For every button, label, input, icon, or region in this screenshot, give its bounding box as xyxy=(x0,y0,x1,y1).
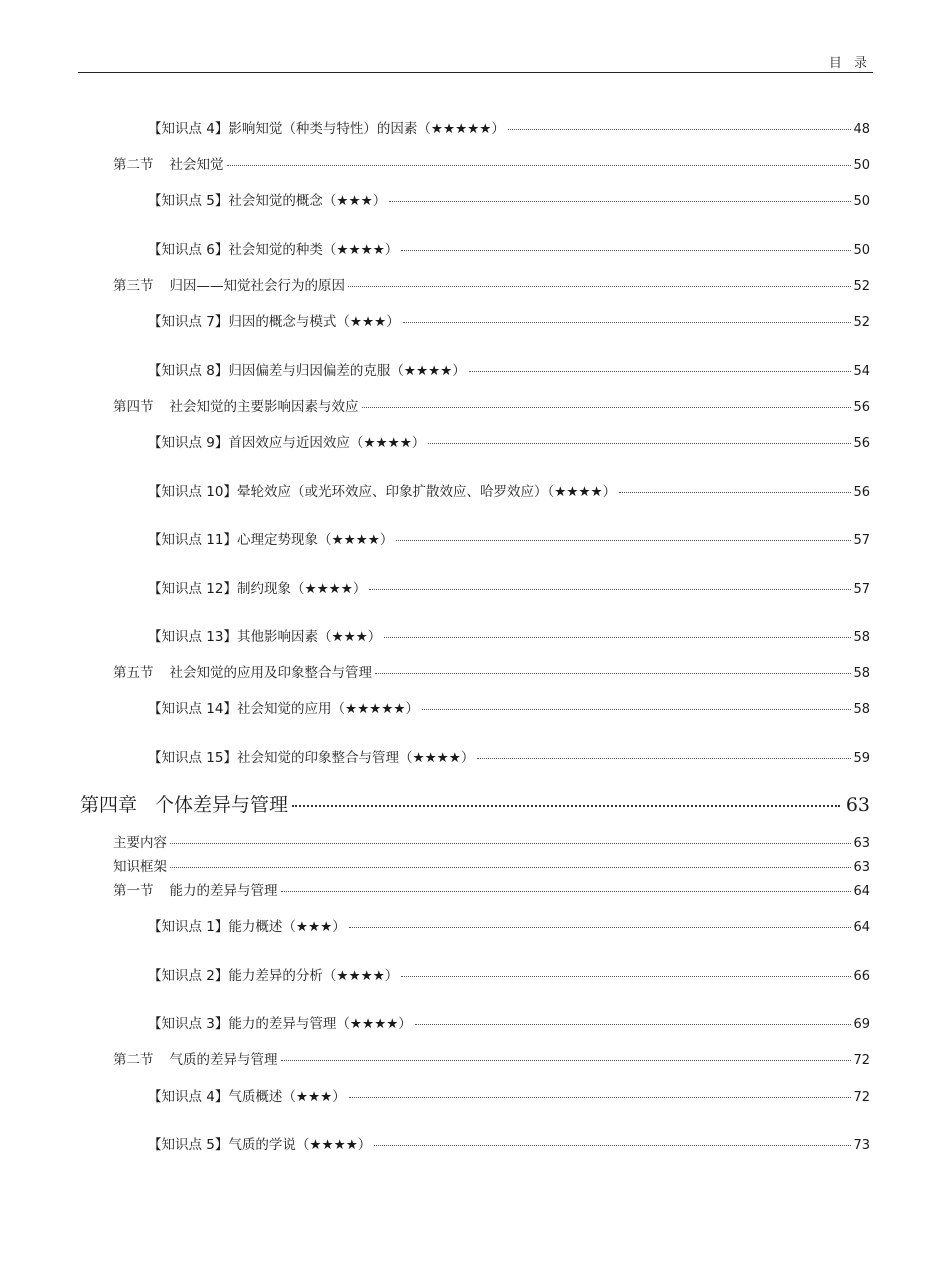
toc-entry-knowledge-point-15[interactable] xyxy=(148,746,870,766)
toc-page-number: 56 xyxy=(853,400,870,415)
dot-leader xyxy=(469,371,852,372)
toc-entry-main-content[interactable] xyxy=(113,831,870,851)
toc-section-2-temperament[interactable] xyxy=(113,1048,870,1068)
toc-entry-label: 【知识点 3】能力的差异与管理（★★★★） xyxy=(148,1016,412,1032)
toc-entry-knowledge-point-13[interactable] xyxy=(148,625,870,645)
toc-page-number: 66 xyxy=(853,969,870,984)
dot-leader xyxy=(292,805,840,807)
toc-page-number: 57 xyxy=(853,582,870,597)
toc-entry-knowledge-framework[interactable] xyxy=(113,855,870,875)
toc-entry-knowledge-point-14[interactable] xyxy=(148,697,870,717)
toc-page-number: 48 xyxy=(853,122,870,137)
dot-leader xyxy=(403,322,852,323)
toc-page-number: 58 xyxy=(853,702,870,717)
toc-page-number: 58 xyxy=(853,666,870,681)
toc-section-title xyxy=(113,153,224,173)
dot-leader xyxy=(415,1024,852,1025)
dot-leader xyxy=(477,758,851,759)
toc-page-number: 58 xyxy=(853,630,870,645)
dot-leader xyxy=(428,443,851,444)
section-number: 第二节 xyxy=(113,1052,154,1068)
dot-leader xyxy=(369,589,851,590)
toc-section-1-ability[interactable] xyxy=(113,879,870,899)
toc-chapter-4-individual-differences[interactable] xyxy=(80,790,870,817)
toc-entry-knowledge-point-6[interactable] xyxy=(148,238,870,258)
toc-page-number: 63 xyxy=(853,836,870,851)
toc-entry-label: 【知识点 6】社会知觉的种类（★★★★） xyxy=(148,242,399,258)
toc-page-number: 72 xyxy=(853,1090,870,1105)
toc-page-number: 69 xyxy=(853,1017,870,1032)
toc-entry-label: 【知识点 13】其他影响因素（★★★） xyxy=(148,629,382,645)
toc-entry-label: 【知识点 11】心理定势现象（★★★★） xyxy=(148,532,394,548)
section-title: 能力的差异与管理 xyxy=(169,883,278,899)
dot-leader xyxy=(396,540,851,541)
toc-entry-label: 【知识点 5】气质的学说（★★★★） xyxy=(148,1137,372,1153)
toc-entry-label: 【知识点 14】社会知觉的应用（★★★★★） xyxy=(148,701,419,717)
toc-page-number: 52 xyxy=(853,279,870,294)
dot-leader xyxy=(401,250,851,251)
section-number: 第二节 xyxy=(113,157,154,173)
dot-leader xyxy=(401,976,851,977)
toc-entry-label: 【知识点 4】影响知觉（种类与特性）的因素（★★★★★） xyxy=(148,121,505,137)
chapter-title: 个体差异与管理 xyxy=(155,794,289,816)
toc-section-title xyxy=(113,661,372,681)
toc-page-number: 59 xyxy=(853,751,870,766)
dot-leader xyxy=(422,709,851,710)
toc-entry-knowledge-point-5-temperament[interactable] xyxy=(148,1133,870,1153)
section-number: 第一节 xyxy=(113,883,154,899)
toc-entry-label: 主要内容 xyxy=(113,835,167,851)
toc-entry-label: 【知识点 4】气质概述（★★★） xyxy=(148,1089,346,1105)
section-number: 第四节 xyxy=(113,399,154,415)
dot-leader xyxy=(227,165,852,166)
toc-page-number: 50 xyxy=(853,194,870,209)
toc-section-3-attribution[interactable] xyxy=(113,274,870,294)
toc-page-number: 73 xyxy=(853,1138,870,1153)
toc-page-number: 63 xyxy=(845,794,870,816)
dot-leader xyxy=(281,891,852,892)
dot-leader xyxy=(508,129,852,130)
toc-entry-label: 【知识点 2】能力差异的分析（★★★★） xyxy=(148,968,399,984)
toc-entry-label: 【知识点 8】归因偏差与归因偏差的克服（★★★★） xyxy=(148,363,466,379)
toc-page-number: 56 xyxy=(853,485,870,500)
toc-section-title xyxy=(113,879,278,899)
dot-leader xyxy=(170,867,851,868)
toc-entry-knowledge-point-9[interactable] xyxy=(148,431,870,451)
toc-section-2-social-perception[interactable] xyxy=(113,153,870,173)
section-number: 第三节 xyxy=(113,278,154,294)
dot-leader xyxy=(348,286,851,287)
toc-page-number: 50 xyxy=(853,158,870,173)
toc-entry-knowledge-point-4-temperament[interactable] xyxy=(148,1085,870,1105)
toc-entry-knowledge-point-7[interactable] xyxy=(148,310,870,330)
dot-leader xyxy=(619,492,851,493)
toc-chapter-title xyxy=(80,790,288,817)
toc-entry-knowledge-point-1-ability[interactable] xyxy=(148,915,870,935)
section-number: 第五节 xyxy=(113,665,154,681)
dot-leader xyxy=(374,1145,851,1146)
toc-entry-label: 知识框架 xyxy=(113,859,167,875)
dot-leader xyxy=(375,673,851,674)
dot-leader xyxy=(389,201,851,202)
toc-section-title xyxy=(113,1048,278,1068)
toc-entry-knowledge-point-3-ability[interactable] xyxy=(148,1012,870,1032)
toc-page-number: 52 xyxy=(853,315,870,330)
section-title: 社会知觉的主要影响因素与效应 xyxy=(169,399,359,415)
dot-leader xyxy=(281,1060,852,1061)
section-title: 气质的差异与管理 xyxy=(169,1052,278,1068)
toc-section-title xyxy=(113,274,345,294)
dot-leader xyxy=(384,637,851,638)
toc-entry-knowledge-point-4-perception-factors[interactable] xyxy=(148,117,870,137)
toc-section-5-application[interactable] xyxy=(113,661,870,681)
toc-section-4-influencing-factors[interactable] xyxy=(113,395,870,415)
toc-entry-knowledge-point-12[interactable] xyxy=(148,577,870,597)
toc-page-number: 64 xyxy=(853,920,870,935)
toc-page-number: 56 xyxy=(853,436,870,451)
header-title: 目 录 xyxy=(828,56,871,71)
toc-page-number: 72 xyxy=(853,1053,870,1068)
toc-entry-knowledge-point-11[interactable] xyxy=(148,528,870,548)
toc-section-title xyxy=(113,395,359,415)
toc-page-number: 54 xyxy=(853,364,870,379)
dot-leader xyxy=(362,407,852,408)
toc-entry-label: 【知识点 7】归因的概念与模式（★★★） xyxy=(148,314,400,330)
toc-entry-knowledge-point-2-ability[interactable] xyxy=(148,964,870,984)
toc-page-number: 63 xyxy=(853,860,870,875)
toc-entry-label: 【知识点 10】晕轮效应（或光环效应、印象扩散效应、哈罗效应）（★★★★） xyxy=(148,484,617,500)
dot-leader xyxy=(170,843,851,844)
section-title: 社会知觉的应用及印象整合与管理 xyxy=(169,665,372,681)
toc-entry-label: 【知识点 5】社会知觉的概念（★★★） xyxy=(148,193,387,209)
chapter-number: 第四章 xyxy=(80,794,138,816)
toc-entry-label: 【知识点 12】制约现象（★★★★） xyxy=(148,581,367,597)
section-title: 归因——知觉社会行为的原因 xyxy=(169,278,345,294)
toc-page-number: 57 xyxy=(853,533,870,548)
toc-page-number: 64 xyxy=(853,884,870,899)
dot-leader xyxy=(349,1097,852,1098)
section-title: 社会知觉 xyxy=(169,157,224,173)
toc-entry-knowledge-point-8[interactable] xyxy=(148,359,870,379)
toc-page-number: 50 xyxy=(853,243,870,258)
toc-entry-knowledge-point-5[interactable] xyxy=(148,189,870,209)
dot-leader xyxy=(349,927,852,928)
toc-entry-label: 【知识点 9】首因效应与近因效应（★★★★） xyxy=(148,435,426,451)
toc-entry-label: 【知识点 15】社会知觉的印象整合与管理（★★★★） xyxy=(148,750,475,766)
toc-entry-label: 【知识点 1】能力概述（★★★） xyxy=(148,919,346,935)
page-header xyxy=(78,50,873,73)
toc-entry-knowledge-point-10[interactable] xyxy=(148,480,870,500)
